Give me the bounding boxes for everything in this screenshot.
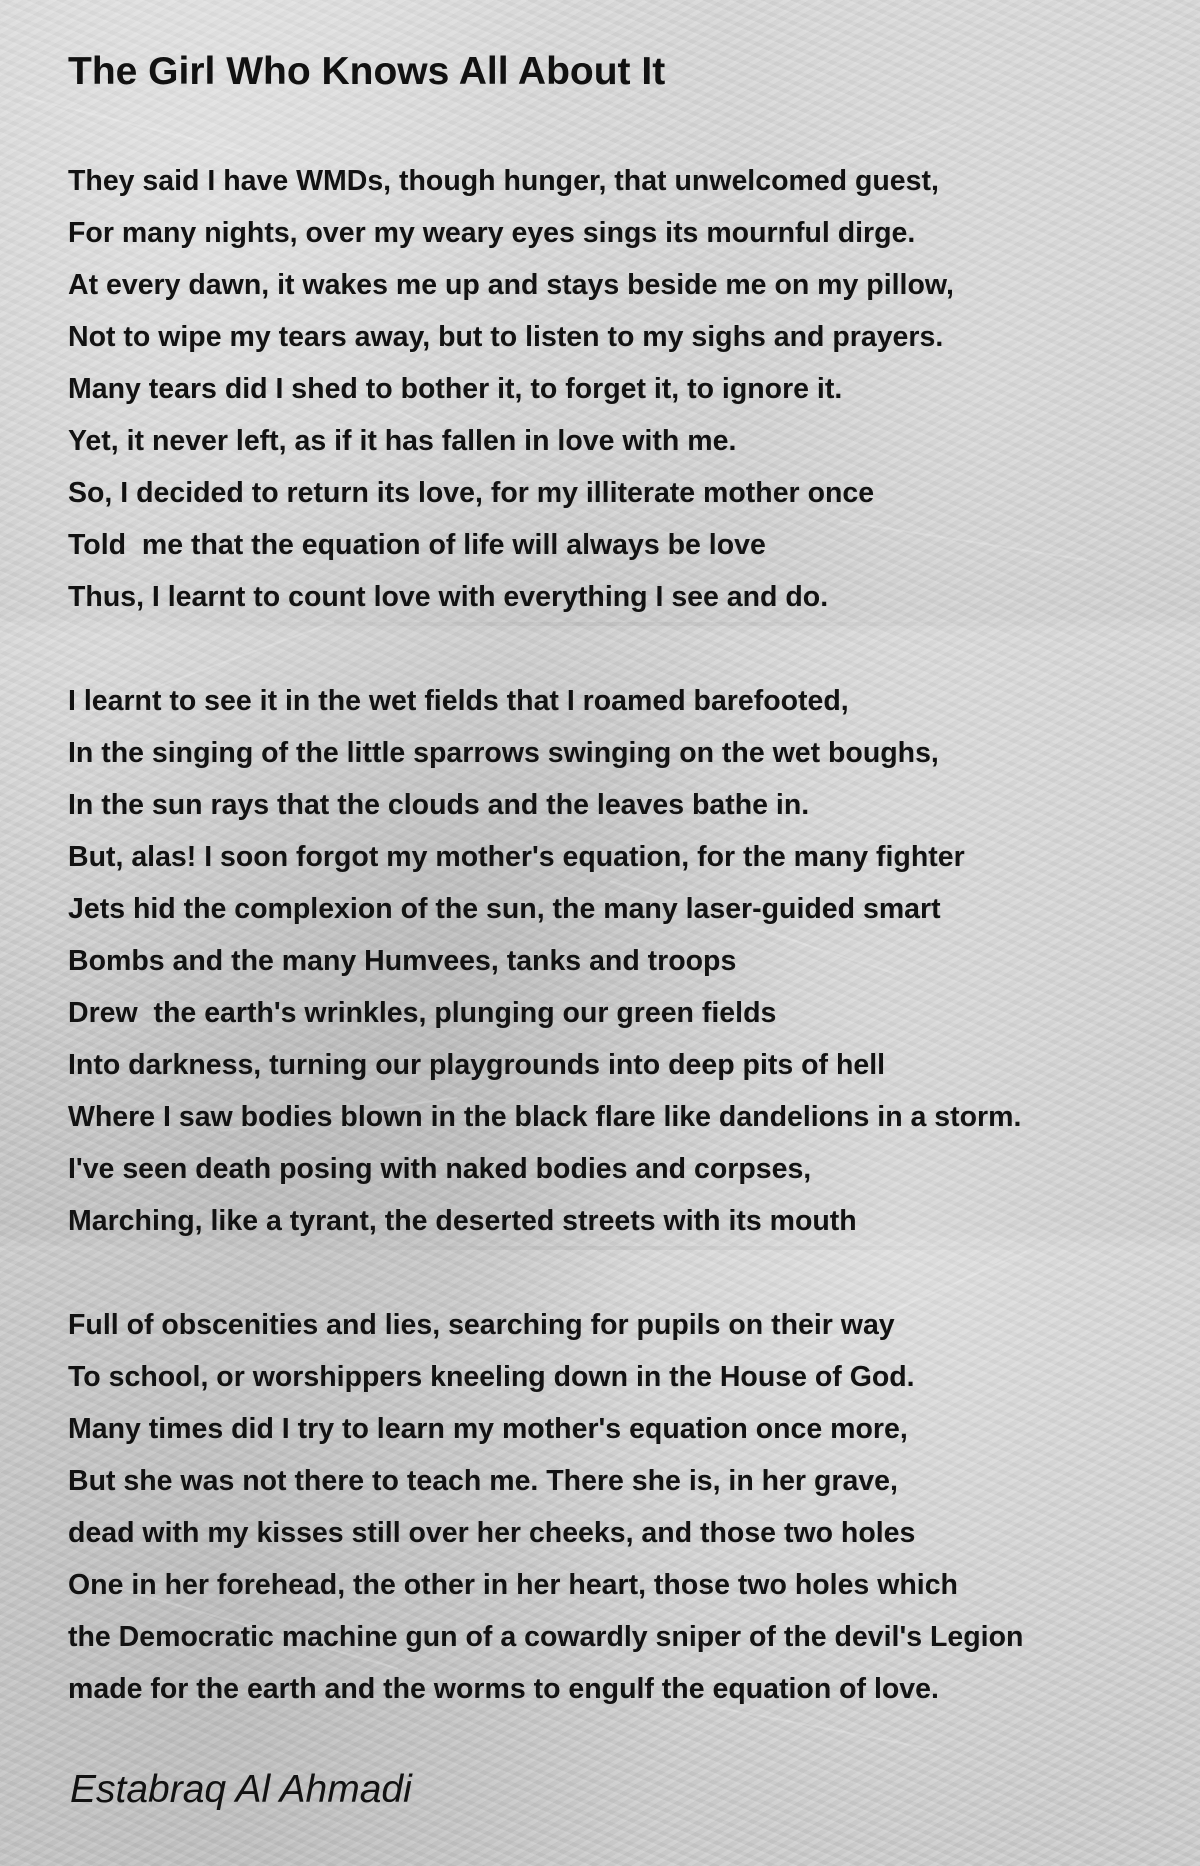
poem-line: made for the earth and the worms to engulf the equation of love. (68, 1673, 939, 1705)
poem-line: Jets hid the complexion of the sun, the many laser-guided smart (68, 893, 941, 925)
poem-line: In the sun rays that the clouds and the leaves bathe in. (68, 789, 810, 821)
poem-body (68, 155, 1168, 1767)
poem-line: Full of obscenities and lies, searching for pupils on their way (68, 1309, 895, 1341)
background-texture-line (20, 95, 244, 153)
poem-line: Drew the earth's wrinkles, plunging our green fields (68, 997, 777, 1029)
poem-line: Not to wipe my tears away, but to listen to my sighs and prayers. (68, 321, 944, 353)
poem-line: Yet, it never left, as if it has fallen in love with me. (68, 425, 737, 457)
poem-line: But she was not there to teach me. There she is, in her grave, (68, 1465, 898, 1497)
stanza-3 (68, 1299, 1168, 1715)
poem-line: Bombs and the many Humvees, tanks and troops (68, 945, 737, 977)
poem-line: But, alas! I soon forgot my mother's equation, for the many fighter (68, 841, 965, 873)
poem-line: Thus, I learnt to count love with everything I see and do. (68, 581, 829, 613)
poem-line: Told me that the equation of life will always be love (68, 529, 766, 561)
poem-line: To school, or worshippers kneeling down in the House of God. (68, 1361, 915, 1393)
poem-line: Into darkness, turning our playgrounds into deep pits of hell (68, 1049, 886, 1081)
stanza-2 (68, 675, 1168, 1247)
poem-title: The Girl Who Knows All About It (68, 50, 666, 93)
poem-line: At every dawn, it wakes me up and stays beside me on my pillow, (68, 269, 954, 301)
poem-line: dead with my kisses still over her cheeks, and those two holes (68, 1517, 916, 1549)
poem-line: So, I decided to return its love, for my illiterate mother once (68, 477, 875, 509)
poem-line: They said I have WMDs, though hunger, that unwelcomed guest, (68, 165, 939, 197)
poem-line: One in her forehead, the other in her heart, those two holes which (68, 1569, 958, 1601)
poem-line: In the singing of the little sparrows swinging on the wet boughs, (68, 737, 939, 769)
stanza-1 (68, 155, 1168, 623)
poem-line: Many tears did I shed to bother it, to forget it, to ignore it. (68, 373, 843, 405)
poem-line: Many times did I try to learn my mother's equation once more, (68, 1413, 908, 1445)
poem-line: Where I saw bodies blown in the black flare like dandelions in a storm. (68, 1101, 1022, 1133)
author-name: Estabraq Al Ahmadi (70, 1768, 412, 1811)
poem-line: For many nights, over my weary eyes sings its mournful dirge. (68, 217, 916, 249)
poem-line: I've seen death posing with naked bodies and corpses, (68, 1153, 812, 1185)
poem-content (68, 47, 1168, 1705)
poem-line: the Democratic machine gun of a cowardly sniper of the devil's Legion (68, 1621, 1024, 1653)
poem-line: Marching, like a tyrant, the deserted streets with its mouth (68, 1205, 857, 1237)
poem-line: I learnt to see it in the wet fields that I roamed barefooted, (68, 685, 849, 717)
